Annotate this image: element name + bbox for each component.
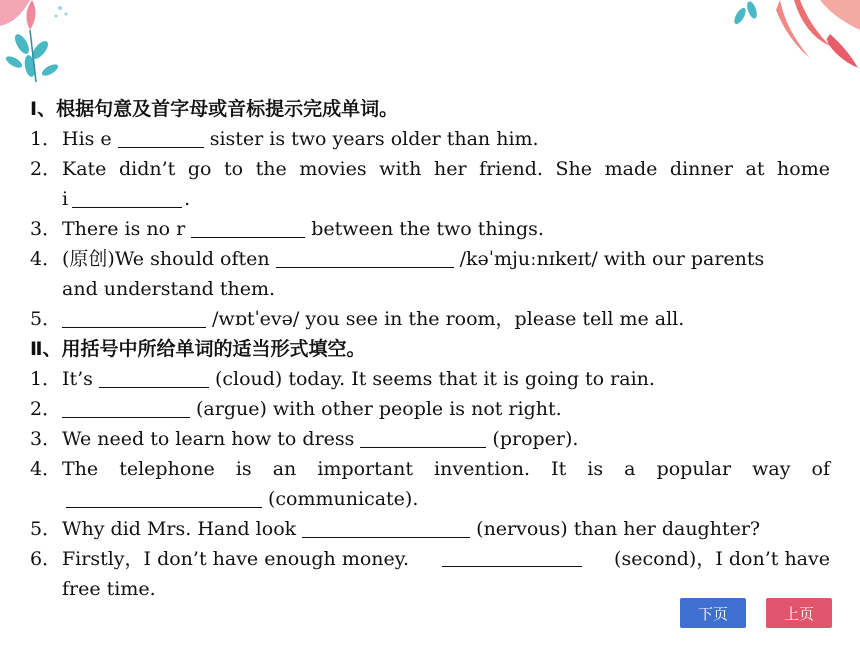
question-text: (second)，I don’t have <box>614 548 830 570</box>
question-text: (communicate). <box>268 488 419 510</box>
question-text: and understand them. <box>62 278 276 300</box>
answer-blank[interactable] <box>191 217 305 238</box>
question-text: It’s <box>62 368 93 390</box>
question-number: 4． <box>30 248 62 270</box>
question-1-4-cont <box>30 276 830 302</box>
question-number: 6． <box>30 548 62 570</box>
question-text: Kate didn’t go to the movies with her friend. She made dinner at home <box>62 158 830 180</box>
question-2-2 <box>30 396 830 422</box>
question-text: The telephone is an important invention. It is a popular way of <box>62 458 830 480</box>
section-2-title: Ⅱ、用括号中所给单词的适当形式填空。 <box>30 338 366 360</box>
question-number: 3． <box>30 428 62 450</box>
answer-blank[interactable] <box>360 427 486 448</box>
question-text: (nervous) than her daughter? <box>476 518 761 540</box>
question-text: sister is two years older than him. <box>209 128 539 150</box>
question-text: (原创)We should often <box>62 248 270 270</box>
question-number: 5． <box>30 308 62 330</box>
question-text: His e <box>62 128 112 150</box>
question-2-3 <box>30 426 830 452</box>
question-2-5 <box>30 516 830 542</box>
question-number: 3． <box>30 218 62 240</box>
question-text: There is no r <box>62 218 186 240</box>
answer-blank[interactable] <box>66 487 262 508</box>
answer-blank[interactable] <box>302 517 470 538</box>
answer-blank[interactable] <box>62 307 206 328</box>
next-page-button[interactable]: 下页 <box>680 598 746 628</box>
question-2-4 <box>30 456 830 482</box>
section-1-title: Ⅰ、根据句意及首字母或音标提示完成单词。 <box>30 98 399 120</box>
answer-blank[interactable] <box>99 367 209 388</box>
answer-blank[interactable] <box>118 127 204 148</box>
answer-blank[interactable] <box>442 546 582 567</box>
question-text: . <box>184 188 191 210</box>
question-text: /kəˈmjuːnɪkeɪt/ with our parents <box>459 248 765 270</box>
question-1-4 <box>30 246 830 272</box>
question-2-1 <box>30 366 830 392</box>
question-text: between the two things. <box>311 218 544 240</box>
question-number: 2． <box>30 398 62 420</box>
answer-blank[interactable] <box>276 247 454 268</box>
question-text: Why did Mrs. Hand look <box>62 518 297 540</box>
question-1-3 <box>30 216 830 242</box>
question-2-4-cont <box>30 486 830 512</box>
question-text: Firstly，I don’t have enough money. <box>62 548 410 570</box>
previous-page-button[interactable]: 上页 <box>766 598 832 628</box>
question-text: free time. <box>62 578 156 600</box>
question-number: 4． <box>30 458 62 480</box>
question-text: (argue) with other people is not right. <box>196 398 562 420</box>
answer-blank[interactable] <box>72 187 182 208</box>
question-1-1 <box>30 126 830 152</box>
answer-blank[interactable] <box>62 397 190 418</box>
question-text: i <box>62 188 69 210</box>
question-number: 2． <box>30 158 62 180</box>
floral-decoration-right-icon <box>730 0 860 70</box>
question-text: (proper). <box>492 428 579 450</box>
question-text: We need to learn how to dress <box>62 428 355 450</box>
question-text: (cloud) today. It seems that it is going to rain. <box>214 368 655 390</box>
question-number: 5． <box>30 518 62 540</box>
question-1-5 <box>30 306 830 332</box>
question-number: 1． <box>30 128 62 150</box>
question-2-6 <box>30 546 830 572</box>
floral-decoration-left-icon <box>0 0 80 90</box>
question-1-2-cont <box>30 186 830 212</box>
question-number: 1． <box>30 368 62 390</box>
question-text: /wɒtˈevə/ you see in the room，please tell me all. <box>212 308 685 330</box>
question-1-2 <box>30 156 830 182</box>
